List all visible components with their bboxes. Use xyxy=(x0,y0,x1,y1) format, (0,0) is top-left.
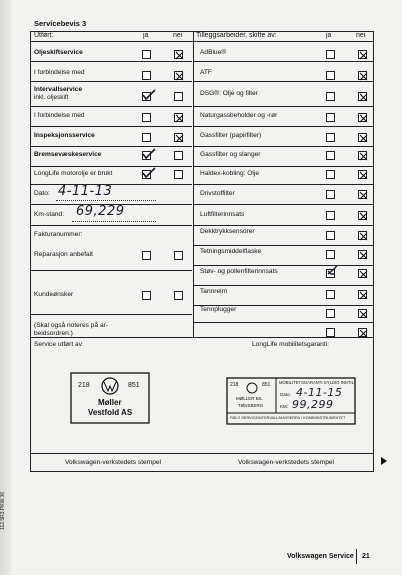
header-rule xyxy=(31,41,373,42)
checkbox-right-nei-12[interactable] xyxy=(358,290,367,299)
row-sep xyxy=(31,166,192,167)
service-by-label: Service utført av: xyxy=(34,341,84,348)
stamp1-code-left: 218 xyxy=(78,382,90,389)
left-ja-header: ja xyxy=(143,32,149,39)
row-sep xyxy=(194,285,373,286)
row-sep xyxy=(194,166,373,167)
footer-brand: Volkswagen Service xyxy=(287,553,354,560)
checkbox-customer-ja[interactable] xyxy=(142,291,151,300)
checkbox-right-nei-3[interactable] xyxy=(358,113,367,122)
stamp2-dato-value: 4-11-15 xyxy=(296,386,343,399)
checkbox-left-ja-5[interactable] xyxy=(142,151,151,160)
checkbox-right-nei-5[interactable] xyxy=(358,151,367,160)
stamp2-dato-label: Dato: xyxy=(280,392,291,397)
row-label-i-forbindelse-1: I forbindelse med xyxy=(34,69,85,76)
next-arrow-icon xyxy=(381,457,387,465)
customer-label: Kundeønsker xyxy=(34,291,74,298)
checkbox-right-ja-5[interactable] xyxy=(326,151,335,160)
repair-label: Reparasjon anbefalt xyxy=(34,251,94,258)
checkbox-right-nei-9[interactable] xyxy=(358,231,367,240)
checkbox-left-nei-5[interactable] xyxy=(174,151,183,160)
checkbox-left-ja-6[interactable] xyxy=(142,170,151,179)
km-line xyxy=(72,221,156,222)
checkbox-left-ja-2[interactable] xyxy=(142,92,151,101)
row-sep xyxy=(31,81,192,82)
checkbox-right-ja-2[interactable] xyxy=(326,92,335,101)
caption-left: Volkswagen-verkstedets stempel xyxy=(65,459,162,466)
checkbox-right-nei-2[interactable] xyxy=(358,92,367,101)
caption-rule xyxy=(31,453,373,454)
row-label-inspeksjonsservice: Inspeksjonsservice xyxy=(34,132,95,139)
workshop-stamp-left xyxy=(70,372,150,424)
checkbox-right-ja-10[interactable] xyxy=(326,250,335,259)
checkbox-repair-nei[interactable] xyxy=(174,251,183,260)
row-label-haldex: Haldex-kobling: Olje xyxy=(200,170,260,177)
km-handwritten: 69,229 xyxy=(76,204,125,219)
stamp2-dealer2: TØNSBERG xyxy=(238,403,264,408)
checkbox-right-nei-7[interactable] xyxy=(358,190,367,199)
stamp2-code-left: 218 xyxy=(230,382,239,388)
row-sep xyxy=(194,225,373,226)
checkbox-right-ja-11[interactable] xyxy=(326,269,335,278)
checkbox-right-nei-1[interactable] xyxy=(358,71,367,80)
signature-rule xyxy=(31,337,373,338)
checkbox-right-ja-1[interactable] xyxy=(326,71,335,80)
checkbox-right-ja-0[interactable] xyxy=(326,50,335,59)
checkbox-left-nei-6[interactable] xyxy=(174,170,183,179)
row-label-tannreim: Tannreim xyxy=(200,288,228,295)
row-sep xyxy=(31,146,192,147)
row-label-adblue: AdBlue® xyxy=(200,49,227,56)
checkbox-right-ja-12[interactable] xyxy=(326,290,335,299)
row-sep xyxy=(194,265,373,266)
row-label-pollenfilter: Støv- og pollenfilterinnsats xyxy=(200,268,278,275)
checkbox-left-nei-2[interactable] xyxy=(174,92,183,101)
date-handwritten: 4-11-13 xyxy=(58,184,113,199)
invoice-label: Fakturanummer: xyxy=(34,231,83,238)
caption-right: Volkswagen-verkstedets stempel xyxy=(238,459,335,466)
checkbox-right-nei-11[interactable] xyxy=(358,269,367,278)
checkbox-right-nei-0[interactable] xyxy=(358,50,367,59)
checkbox-right-ja-3[interactable] xyxy=(326,113,335,122)
checkbox-right-ja-8[interactable] xyxy=(326,211,335,220)
row-label-i-forbindelse-2: I forbindelse med xyxy=(34,112,85,119)
left-nei-header: nei xyxy=(173,32,183,39)
row-sep xyxy=(194,245,373,246)
checkbox-left-nei-0[interactable] xyxy=(174,50,183,59)
stamp2-footer: FØLG SERVICEINTERVALLANVISEREN I KOMBIINSTRUMENTET xyxy=(230,416,346,420)
stamp2-code-right: 851 xyxy=(262,382,271,388)
checkbox-right-nei-13[interactable] xyxy=(358,309,367,318)
section-title: Servicebevis 3 xyxy=(34,19,87,28)
row-sep xyxy=(31,126,192,127)
row-sep xyxy=(194,126,373,127)
checkbox-right-nei-6[interactable] xyxy=(358,170,367,179)
checkbox-right-nei-8[interactable] xyxy=(358,211,367,220)
row-sep xyxy=(194,106,373,107)
checkbox-right-nei-10[interactable] xyxy=(358,250,367,259)
date-label: Dato: xyxy=(34,190,50,197)
checkbox-left-ja-0[interactable] xyxy=(142,50,151,59)
note-line-1: (Skal også noteres på ar- xyxy=(34,322,109,329)
row-label-gassfilter-papir: Gassfilter (papirfilter) xyxy=(200,132,262,139)
date-line xyxy=(56,200,156,201)
row-label-gassfilter-slanger: Gassfilter og slanger xyxy=(200,151,261,158)
right-header: Tilleggsarbeider, skifte av: xyxy=(196,32,277,39)
row-label-intervallservice: Intervallservice xyxy=(34,86,83,93)
row-sep xyxy=(31,106,192,107)
page-number: 21 xyxy=(362,553,370,560)
row-label-tennplugger: Tennplugger xyxy=(200,306,237,313)
checkbox-right-ja-7[interactable] xyxy=(326,190,335,199)
row-sep xyxy=(194,204,373,205)
stamp1-line1: Møller xyxy=(98,398,122,407)
stamp2-km-label: KM: xyxy=(280,404,289,409)
row-label-tetningsmiddel: Tetningsmiddelflaske xyxy=(200,248,262,255)
row-label-naturgass: Naturgassbeholder og -rør xyxy=(200,112,278,119)
stamp2-dealer1: MØLLER BIL xyxy=(236,396,263,401)
right-nei-header: nei xyxy=(356,32,366,39)
longlife-stamp xyxy=(226,377,356,425)
checkbox-right-ja-6[interactable] xyxy=(326,170,335,179)
row-label-dsg: DSG®: Olje og filter xyxy=(200,90,258,97)
row-label-dekktrykk: Dekktrykksensorer xyxy=(200,228,255,235)
checkbox-left-nei-1[interactable] xyxy=(174,71,183,80)
row-sublabel-intervallservice: inkl. oljeskift xyxy=(34,94,69,101)
row-label-oljeskiftservice: Oljeskiftservice xyxy=(34,49,83,56)
row-label-drivstoffilter: Drivstoffilter xyxy=(200,190,235,197)
left-header: Utført: xyxy=(34,32,54,39)
row-sep xyxy=(194,322,373,323)
row-label-longlife-motorolje: LongLife motorolje er brukt xyxy=(34,170,113,177)
row-label-luftfilter: Luftfilterinnsats xyxy=(200,211,245,218)
page-edge xyxy=(0,0,12,575)
checkbox-right-nei-4[interactable] xyxy=(358,133,367,142)
checkbox-left-ja-3[interactable] xyxy=(142,113,151,122)
checkbox-left-ja-1[interactable] xyxy=(142,71,151,80)
stamp2-title: MOBILITETSGARANTI GYLDIG INNTIL: xyxy=(279,380,356,385)
row-sep xyxy=(31,270,192,271)
checkbox-right-ja-14[interactable] xyxy=(326,328,335,337)
stamp2-km-value: 99,299 xyxy=(292,398,334,411)
right-ja-header: ja xyxy=(326,32,332,39)
checkbox-left-ja-4[interactable] xyxy=(142,133,151,142)
checkbox-right-ja-4[interactable] xyxy=(326,133,335,142)
side-code: 112.5R3.PKW.36 xyxy=(0,492,6,530)
stamp1-line2: Vestfold AS xyxy=(88,408,133,417)
checkbox-repair-ja[interactable] xyxy=(142,251,151,260)
row-sep xyxy=(31,314,192,315)
row-sep xyxy=(194,61,373,62)
row-sep xyxy=(31,225,192,226)
note-line-2: beidsordren.) xyxy=(34,330,73,337)
checkbox-right-ja-9[interactable] xyxy=(326,231,335,240)
row-label-bremsevaeskeservice: Bremsevæskeservice xyxy=(34,151,102,158)
checkbox-left-nei-3[interactable] xyxy=(174,113,183,122)
footer-separator xyxy=(356,549,357,564)
row-sep xyxy=(194,81,373,82)
row-sep xyxy=(194,146,373,147)
km-label: Km-stand: xyxy=(34,211,65,218)
stamp1-code-right: 851 xyxy=(128,382,140,389)
row-sep xyxy=(194,184,373,185)
checkbox-customer-nei[interactable] xyxy=(174,291,183,300)
longlife-guarantee-label: LongLife mobilitetsgaranti: xyxy=(252,341,329,348)
checkbox-right-nei-14[interactable] xyxy=(358,328,367,337)
row-label-atf: ATF xyxy=(200,69,212,76)
checkbox-right-ja-13[interactable] xyxy=(326,309,335,318)
row-sep xyxy=(31,61,192,62)
checkbox-left-nei-4[interactable] xyxy=(174,133,183,142)
